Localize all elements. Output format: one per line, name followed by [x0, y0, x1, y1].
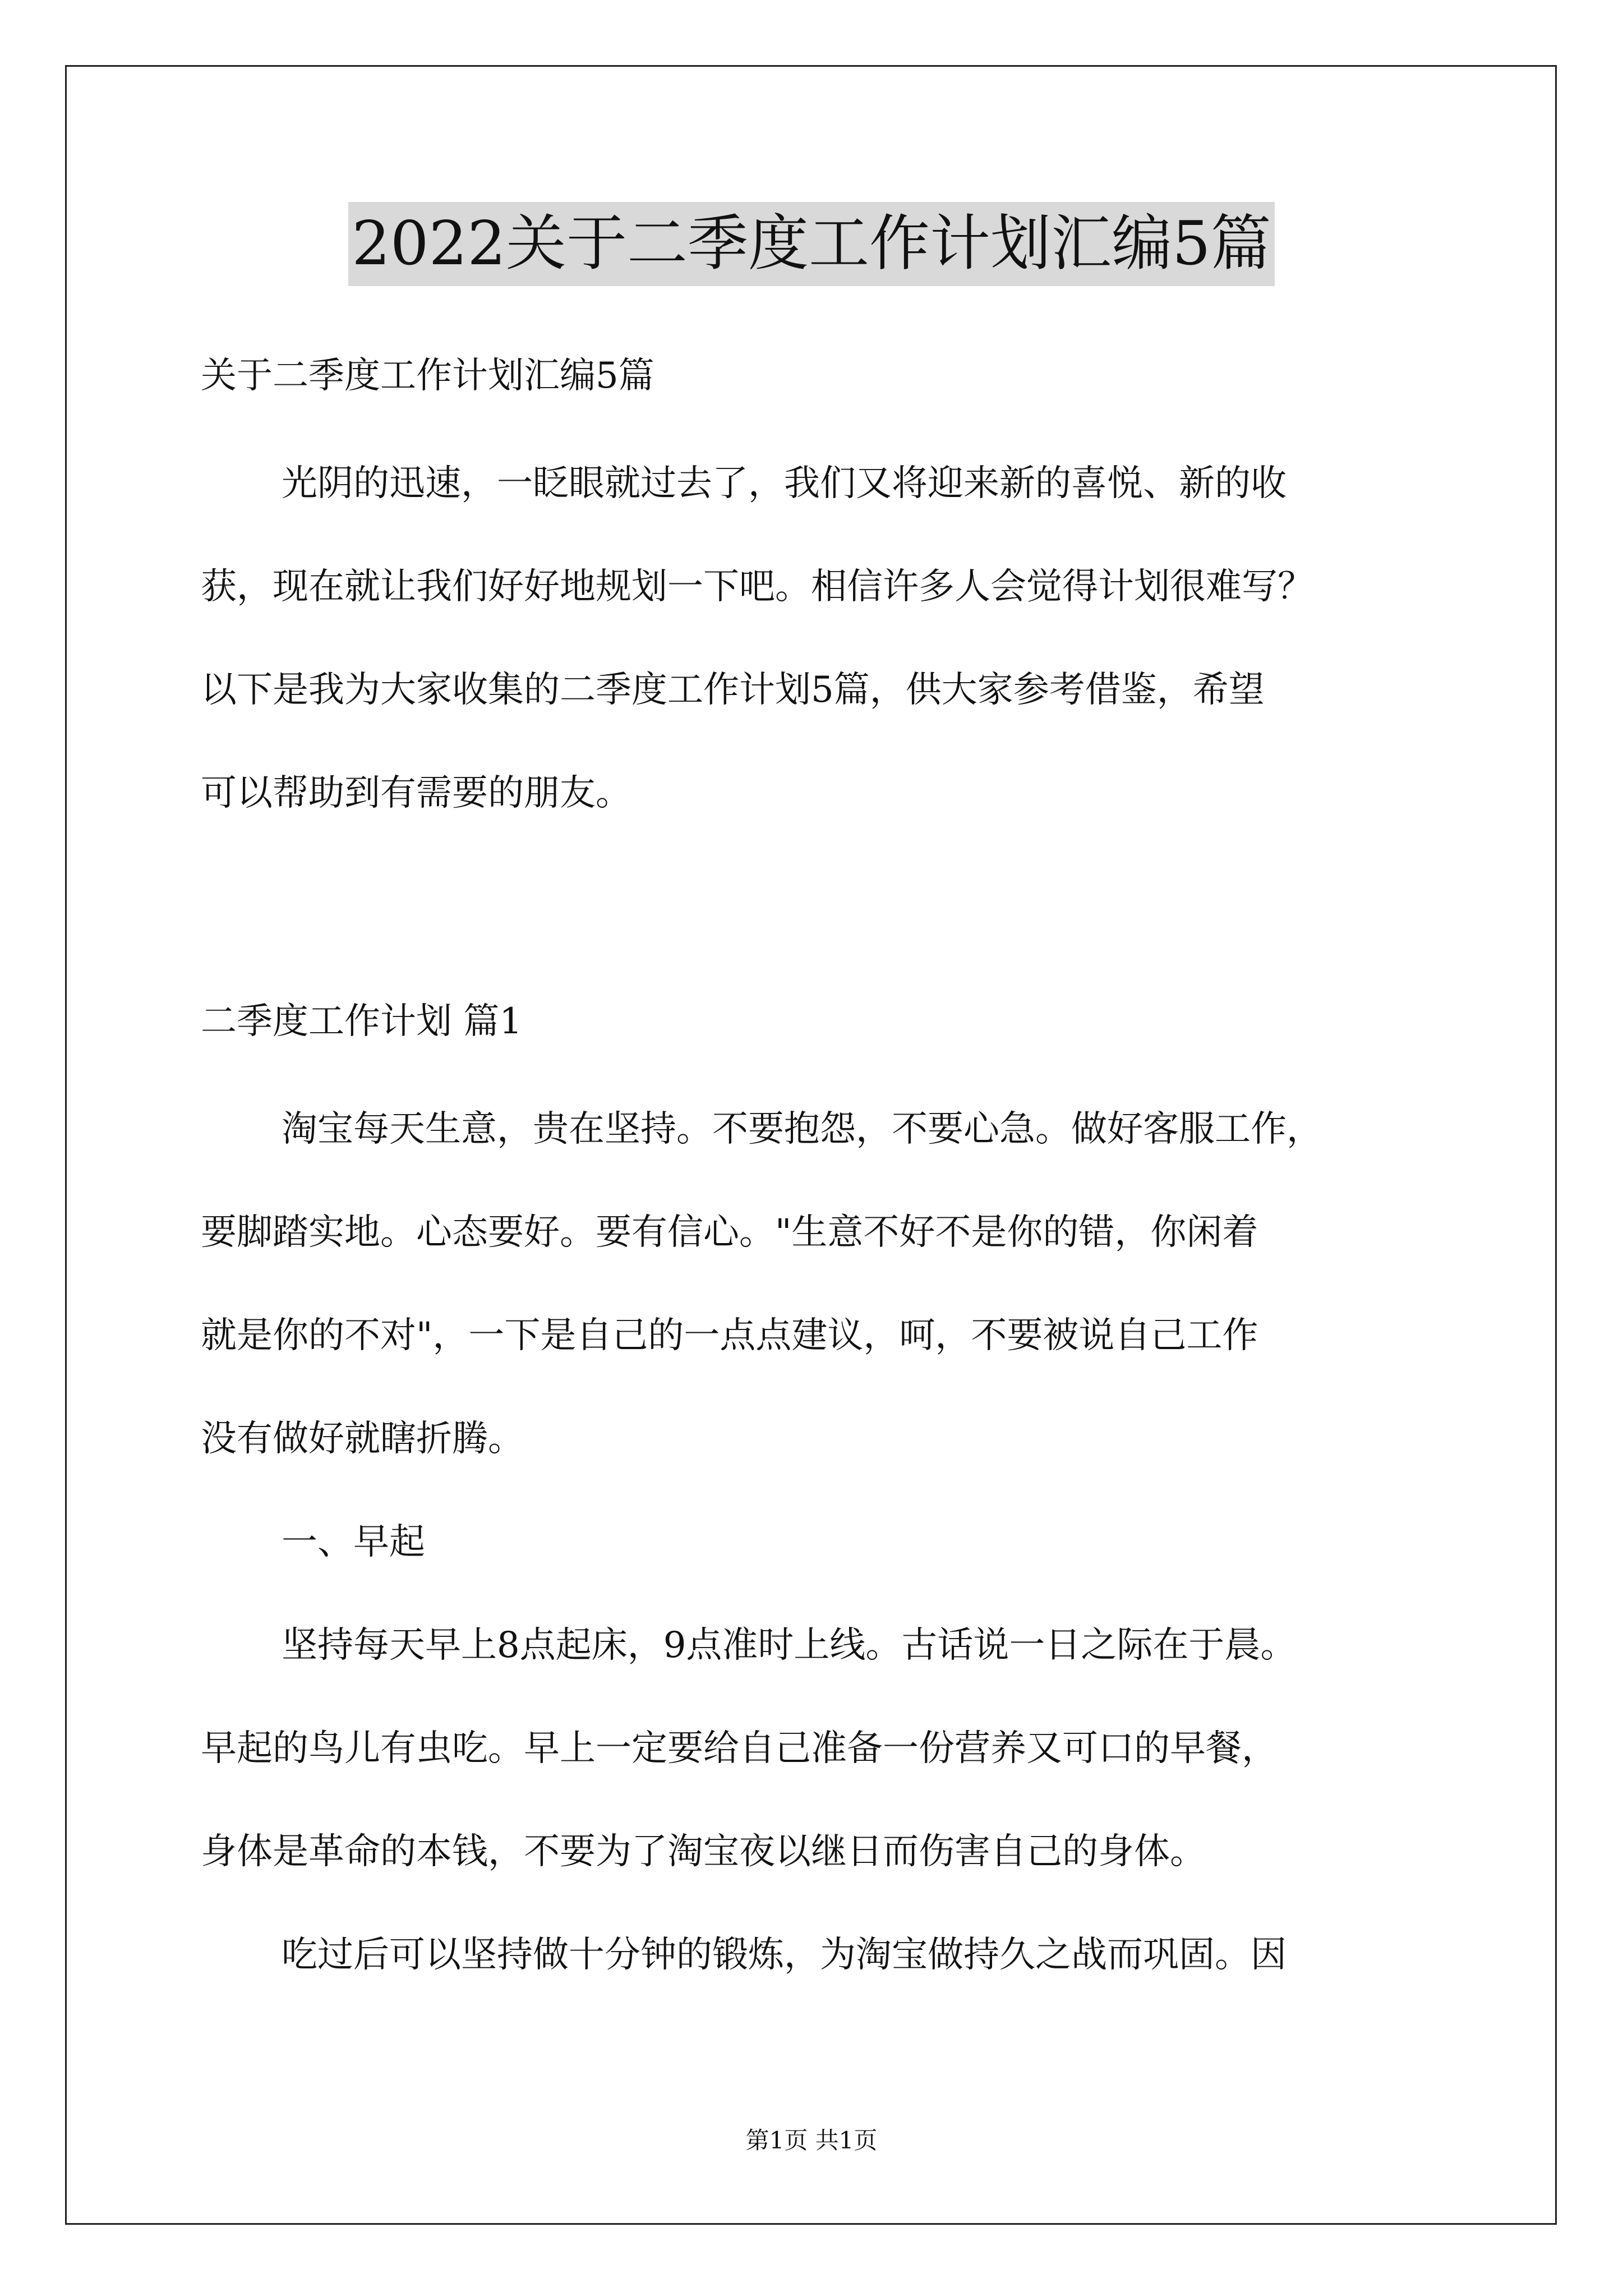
document-title: 2022关于二季度工作计划汇编5篇	[348, 202, 1275, 286]
document-subtitle: 关于二季度工作计划汇编5篇	[201, 355, 654, 397]
section-line: 淘宝每天生意，贵在坚持。不要抱怨，不要心急。做好客服工作，	[282, 1108, 1322, 1150]
item-heading: 一、早起	[282, 1521, 425, 1563]
intro-line: 以下是我为大家收集的二季度工作计划5篇，供大家参考借鉴，希望	[201, 669, 1265, 711]
title-container	[0, 202, 1623, 286]
section-heading: 二季度工作计划 篇1	[201, 1001, 523, 1042]
page-footer: 第1页 共1页	[745, 2127, 878, 2154]
section-line: 就是你的不对"，一下是自己的一点点建议，呵，不要被说自己工作	[201, 1315, 1258, 1356]
intro-line: 获，现在就让我们好好地规划一下吧。相信许多人会觉得计划很难写？	[201, 566, 1313, 608]
section-line: 没有做好就瞎折腾。	[201, 1418, 524, 1460]
paragraph-line: 吃过后可以坚持做十分钟的锻炼，为淘宝做持久之战而巩固。因	[282, 1934, 1287, 1976]
item-line: 坚持每天早上8点起床，9点准时上线。古话说一日之际在于晨。	[282, 1625, 1297, 1666]
item-line: 早起的鸟儿有虫吃。早上一定要给自己准备一份营养又可口的早餐，	[201, 1728, 1278, 1769]
item-line: 身体是革命的本钱，不要为了淘宝夜以继日而伤害自己的身体。	[201, 1831, 1206, 1872]
intro-line: 光阴的迅速，一眨眼就过去了，我们又将迎来新的喜悦、新的收	[282, 463, 1287, 504]
intro-line: 可以帮助到有需要的朋友。	[201, 772, 631, 814]
section-line: 要脚踏实地。心态要好。要有信心。"生意不好不是你的错，你闲着	[201, 1212, 1258, 1253]
